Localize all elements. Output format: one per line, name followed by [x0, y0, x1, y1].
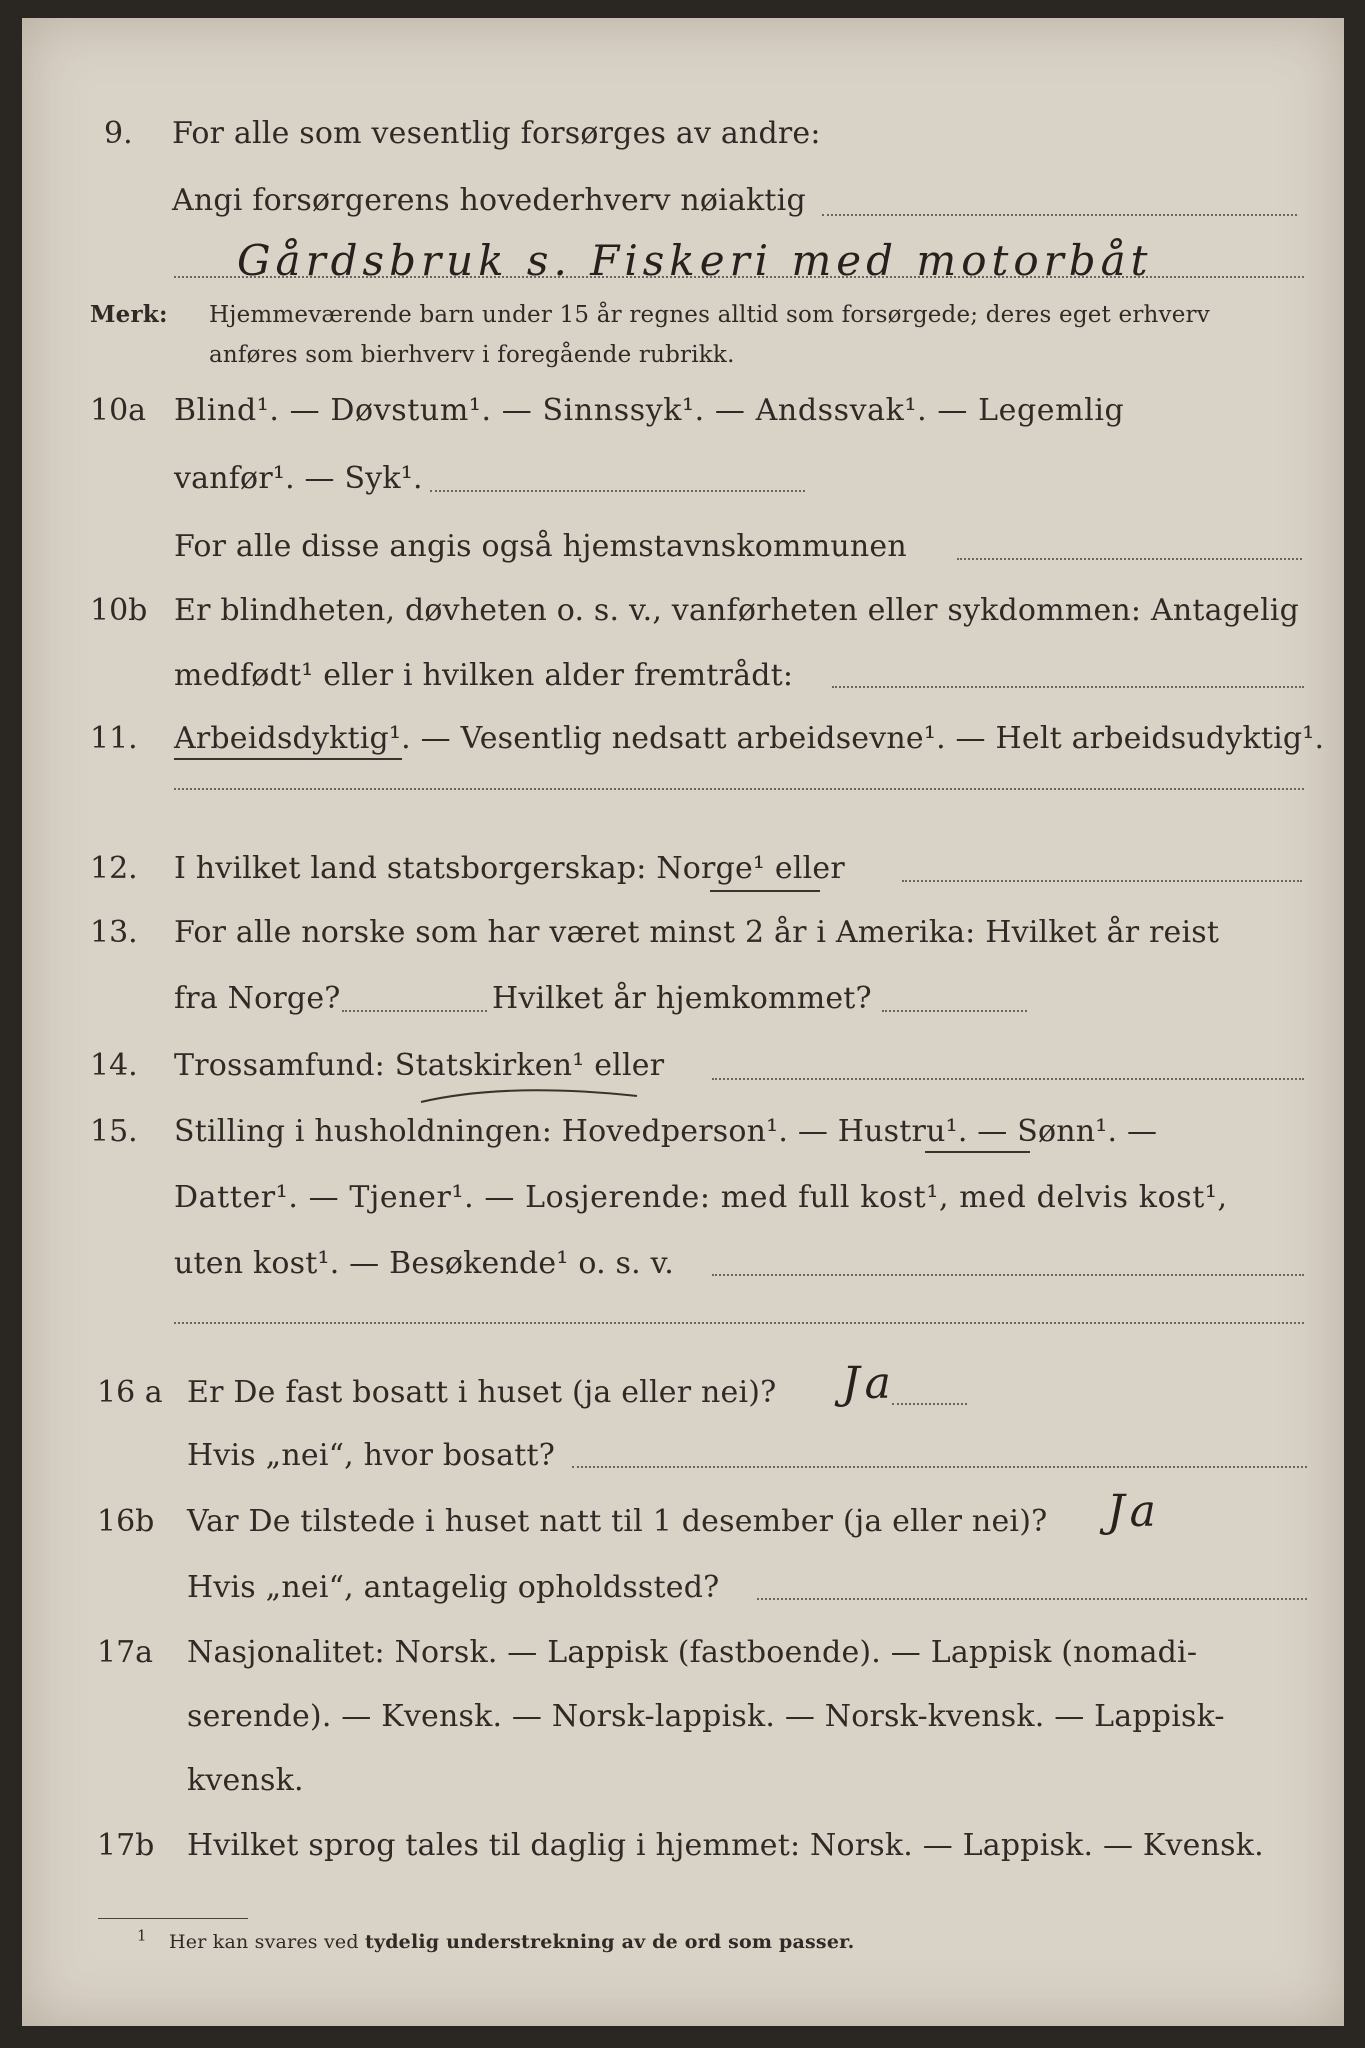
q15-line-1: Stilling i husholdningen: Hovedperson¹. — Hustru¹. — Sønn¹. —: [174, 1114, 1158, 1149]
q11-fill-line: [174, 788, 1304, 790]
census-form-page: [22, 18, 1344, 2026]
q12-underline-norge: [710, 890, 820, 892]
footnote-text-bold: tydelig understrekning av de ord som passer.: [364, 1931, 855, 1953]
q16a-fill-line: [892, 1403, 967, 1405]
q16b-line-1: Var De tilstede i huset natt til 1 desember (ja eller nei)?: [187, 1504, 1048, 1539]
q10b-line-1: Er blindheten, døvheten o. s. v., vanførheten eller sykdommen: Antagelig: [174, 593, 1300, 628]
item-number-14: 14.: [90, 1048, 138, 1083]
q16b-fill-line: [757, 1598, 1307, 1600]
q17a-line-1: Nasjonalitet: Norsk. — Lappisk (fastboende). — Lappisk (nomadi-: [187, 1635, 1198, 1670]
q11-underline-arbeidsdyktig: [174, 758, 402, 760]
q9-line-1: For alle som vesentlig forsørges av andre:: [172, 116, 821, 151]
q15-fill-line: [712, 1274, 1304, 1276]
q9-fill-line: [822, 214, 1297, 216]
q10a-fill-line: [430, 490, 805, 492]
q10a-line-2: vanfør¹. — Syk¹.: [174, 461, 423, 496]
q16b-line-2: Hvis „nei“, antagelig opholdssted?: [187, 1570, 720, 1605]
item-number-17b: 17b: [97, 1828, 155, 1863]
q13-reist-fill-line: [342, 1010, 487, 1012]
footnote-rule: [98, 1918, 248, 1919]
q16a-bosatt-fill-line: [572, 1466, 1307, 1468]
q9-line-2: Angi forsørgerens hovederhverv nøiaktig: [172, 183, 806, 218]
merk-line-2: anføres som bierhverv i foregående rubrikk.: [209, 342, 735, 368]
item-number-15: 15.: [90, 1114, 138, 1149]
q16a-line-1: Er De fast bosatt i huset (ja eller nei)?: [187, 1375, 777, 1410]
q9-handwritten-answer: Gårdsbruk s. Fiskeri med motorbåt: [237, 236, 1153, 285]
q13-line-2b: Hvilket år hjemkommet?: [492, 981, 872, 1016]
q14-line-1: Trossamfund: Statskirken¹ eller: [174, 1048, 665, 1083]
q15-extra-fill-line: [174, 1322, 1304, 1324]
item-number-17a: 17a: [97, 1635, 154, 1670]
q10a-kommune-fill-line: [957, 558, 1302, 560]
q10b-fill-line: [832, 686, 1304, 688]
q10a-line-3: For alle disse angis også hjemstavnskommunen: [174, 529, 907, 564]
q12-line-1: I hvilket land statsborgerskap: Norge¹ eller: [174, 851, 845, 886]
q16a-line-2: Hvis „nei“, hvor bosatt?: [187, 1438, 556, 1473]
q11-line-1: Arbeidsdyktig¹. — Vesentlig nedsatt arbeidsevne¹. — Helt arbeidsudyktig¹.: [174, 721, 1325, 756]
footnote: [137, 1926, 855, 1954]
q13-line-1: For alle norske som har været minst 2 år i Amerika: Hvilket år reist: [174, 915, 1220, 950]
merk-label: Merk:: [90, 301, 168, 328]
footnote-marker: 1: [137, 1926, 147, 1945]
item-number-10b: 10b: [90, 593, 148, 628]
q17a-line-3: kvensk.: [187, 1763, 304, 1798]
q13-line-2a: fra Norge?: [174, 981, 341, 1016]
q14-underline-statskirken: [417, 1078, 642, 1108]
item-number-12: 12.: [90, 851, 138, 886]
q17b-line-1: Hvilket sprog tales til daglig i hjemmet: Norsk. — Lappisk. — Kvensk.: [187, 1828, 1264, 1863]
q10a-line-1: Blind¹. — Døvstum¹. — Sinnssyk¹. — Andssvak¹. — Legemlig: [174, 393, 1125, 428]
item-number-16b: 16b: [97, 1504, 155, 1539]
q9-answer-line: [174, 276, 1304, 278]
item-number-11: 11.: [90, 721, 138, 756]
q14-fill-line: [712, 1078, 1304, 1080]
q15-line-3: uten kost¹. — Besøkende¹ o. s. v.: [174, 1246, 674, 1281]
q15-line-2: Datter¹. — Tjener¹. — Losjerende: med full kost¹, med delvis kost¹,: [174, 1180, 1228, 1215]
q16a-handwritten-answer: Ja: [842, 1358, 896, 1409]
q15-underline-hustru: [925, 1151, 1030, 1153]
item-number-16a: 16 a: [97, 1375, 163, 1410]
q16b-handwritten-answer: Ja: [1107, 1486, 1161, 1537]
q12-fill-line: [902, 880, 1302, 882]
merk-line-1: Hjemmeværende barn under 15 år regnes alltid som forsørgede; deres eget erhverv: [209, 302, 1210, 328]
item-number-13: 13.: [90, 915, 138, 950]
item-number-9: 9.: [104, 116, 133, 151]
footnote-text-plain: Her kan svares ved: [169, 1931, 359, 1953]
q13-hjemkommet-fill-line: [882, 1010, 1027, 1012]
item-number-10a: 10a: [90, 393, 147, 428]
q17a-line-2: serende). — Kvensk. — Norsk-lappisk. — Norsk-kvensk. — Lappisk-: [187, 1699, 1225, 1734]
q10b-line-2: medfødt¹ eller i hvilken alder fremtrådt:: [174, 658, 794, 693]
